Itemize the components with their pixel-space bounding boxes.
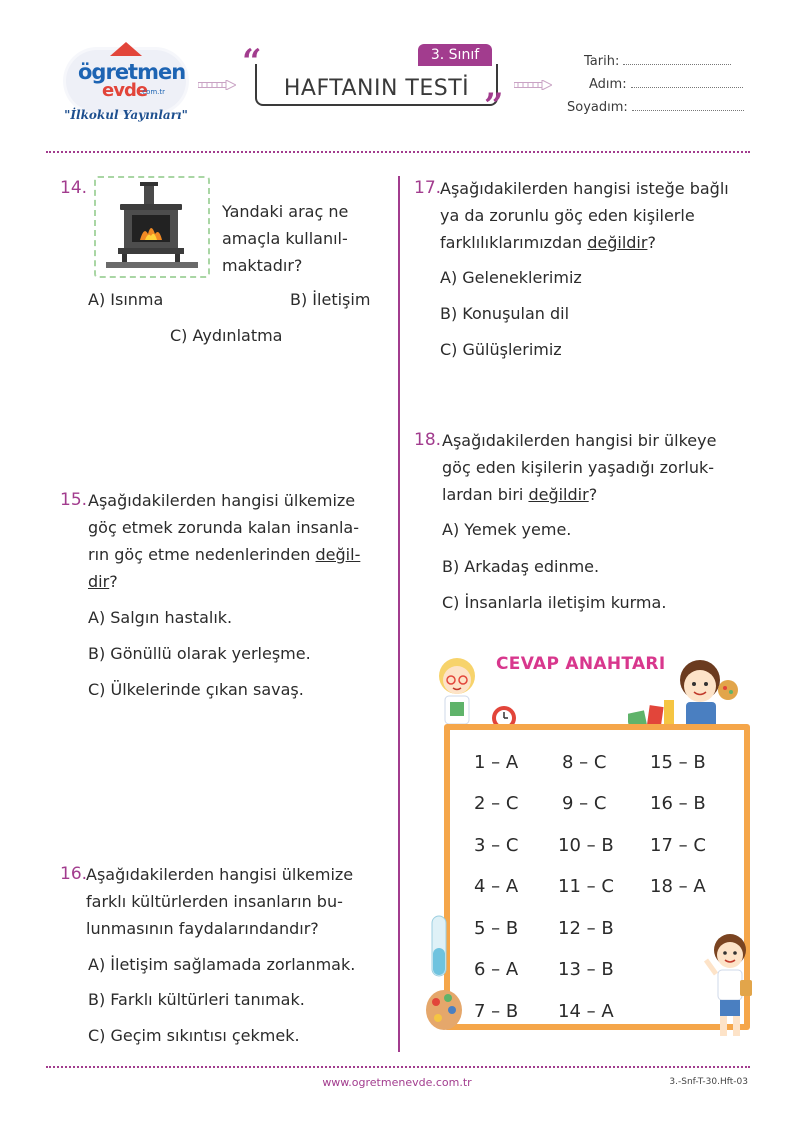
answer-item: 8 – C	[562, 752, 607, 773]
answer-item: 17 – C	[650, 835, 706, 856]
surname-field[interactable]	[567, 100, 744, 115]
test-tube-and-palette-illustration	[424, 914, 464, 1034]
answer-item: 7 – B	[474, 1001, 519, 1022]
stove-icon	[96, 178, 208, 276]
logo-tagline: "İlkokul Yayınları"	[64, 108, 188, 122]
question-number: 15.	[60, 490, 88, 510]
answer-item: 18 – A	[650, 876, 706, 897]
option-b[interactable]: B) Konuşulan dil	[440, 304, 570, 323]
date-line[interactable]	[623, 55, 731, 65]
question-number: 14.	[60, 178, 88, 198]
answer-key-title: CEVAP ANAHTARI	[496, 654, 666, 674]
house-roof-icon	[110, 42, 142, 56]
question-mark: ?	[588, 485, 598, 504]
stove-image-frame	[94, 176, 210, 278]
answer-item: 9 – C	[562, 793, 607, 814]
question-text-main: Aşağıdakilerden hangisi ülkemize göç etmek zorunda kalan insanla-rın göç etme nedenlerinden	[88, 491, 359, 564]
option-c[interactable]: C) Ülkelerinde çıkan savaş.	[88, 680, 304, 699]
answer-item: 10 – B	[558, 835, 614, 856]
logo-domain: .com.tr	[140, 88, 166, 96]
answer-item: 2 – C	[474, 793, 519, 814]
close-quote-mark: ”	[484, 86, 504, 126]
option-a[interactable]: A) Geleneklerimiz	[440, 268, 582, 287]
question-text: Aşağıdakilerden hangisi ülkemize farklı kültürlerden insanların bu-lunmasının faydalarındandır?	[86, 865, 354, 938]
answer-item: 5 – B	[474, 918, 519, 939]
arrow-right-icon	[198, 80, 236, 90]
grade-badge: 3. Sınıf	[418, 44, 492, 66]
option-a[interactable]: A) Salgın hastalık.	[88, 608, 233, 627]
answer-item: 11 – C	[558, 876, 614, 897]
question-text-main: Aşağıdakilerden hangisi isteğe bağlı ya da zorunlu göç eden kişilerle farklılıklarımızdan	[440, 179, 729, 252]
open-quote-mark: “	[242, 42, 262, 82]
footer-website-link[interactable]: www.ogretmenevde.com.tr	[322, 1076, 472, 1089]
negation-word: değildir	[587, 233, 648, 252]
question-number: 17.	[414, 178, 442, 198]
answer-item: 13 – B	[558, 959, 614, 980]
header-divider	[46, 151, 750, 153]
answer-item: 15 – B	[650, 752, 706, 773]
option-c[interactable]: C) Aydınlatma	[170, 326, 283, 345]
surname-line[interactable]	[632, 101, 744, 111]
logo-text-ogretmen: ögretmen	[78, 60, 186, 84]
option-c[interactable]: C) Gülüşlerimiz	[440, 340, 562, 359]
option-b[interactable]: B) Arkadaş edinme.	[442, 557, 600, 576]
option-a[interactable]: A) İletişim sağlamada zorlanmak.	[88, 955, 356, 974]
name-label: Adım:	[589, 77, 627, 92]
option-a[interactable]: A) Yemek yeme.	[442, 520, 572, 539]
question-text	[440, 175, 740, 256]
question-text	[88, 487, 378, 595]
surname-label: Soyadım:	[567, 100, 628, 115]
footer-divider	[46, 1066, 750, 1068]
question-mark: ?	[647, 233, 656, 252]
negation-word: değildir	[528, 485, 589, 504]
answer-item: 6 – A	[474, 959, 519, 980]
date-label: Tarih:	[584, 54, 620, 69]
question-text: Yandaki araç ne amaçla kullanıl-maktadır?	[222, 202, 349, 275]
publisher-logo	[62, 42, 190, 128]
name-line[interactable]	[631, 78, 743, 88]
negation-word: değil-dir	[88, 545, 361, 591]
answer-item: 3 – C	[474, 835, 519, 856]
arrow-right-icon	[514, 80, 552, 90]
question-text	[442, 427, 732, 508]
answer-item: 4 – A	[474, 876, 519, 897]
date-field[interactable]	[584, 54, 731, 69]
option-c[interactable]: C) İnsanlarla iletişim kurma.	[442, 593, 667, 612]
page-title: HAFTANIN TESTİ	[283, 76, 470, 101]
answer-item: 12 – B	[558, 918, 614, 939]
waving-boy-illustration	[700, 930, 756, 1042]
question-text-main: Aşağıdakilerden hangisi bir ülkeye göç eden kişilerin yaşadığı zorluk-lardan biri	[442, 431, 717, 504]
column-divider	[398, 176, 400, 1052]
answer-item: 16 – B	[650, 793, 706, 814]
document-code: 3.-Snf-T-30.Hft-03	[669, 1077, 748, 1087]
question-mark: ?	[109, 572, 118, 591]
question-number: 18.	[414, 430, 442, 450]
answer-item: 14 – A	[558, 1001, 614, 1022]
logo-text-evde: evde	[102, 80, 148, 101]
question-number: 16.	[60, 864, 88, 884]
answer-item: 1 – A	[474, 752, 519, 773]
name-field[interactable]	[589, 77, 743, 92]
option-c[interactable]: C) Geçim sıkıntısı çekmek.	[88, 1026, 300, 1045]
option-a[interactable]: A) Isınma	[88, 290, 164, 309]
option-b[interactable]: B) Farklı kültürleri tanımak.	[88, 990, 305, 1009]
option-b[interactable]: B) Gönüllü olarak yerleşme.	[88, 644, 311, 663]
option-b[interactable]: B) İletişim	[290, 290, 371, 309]
